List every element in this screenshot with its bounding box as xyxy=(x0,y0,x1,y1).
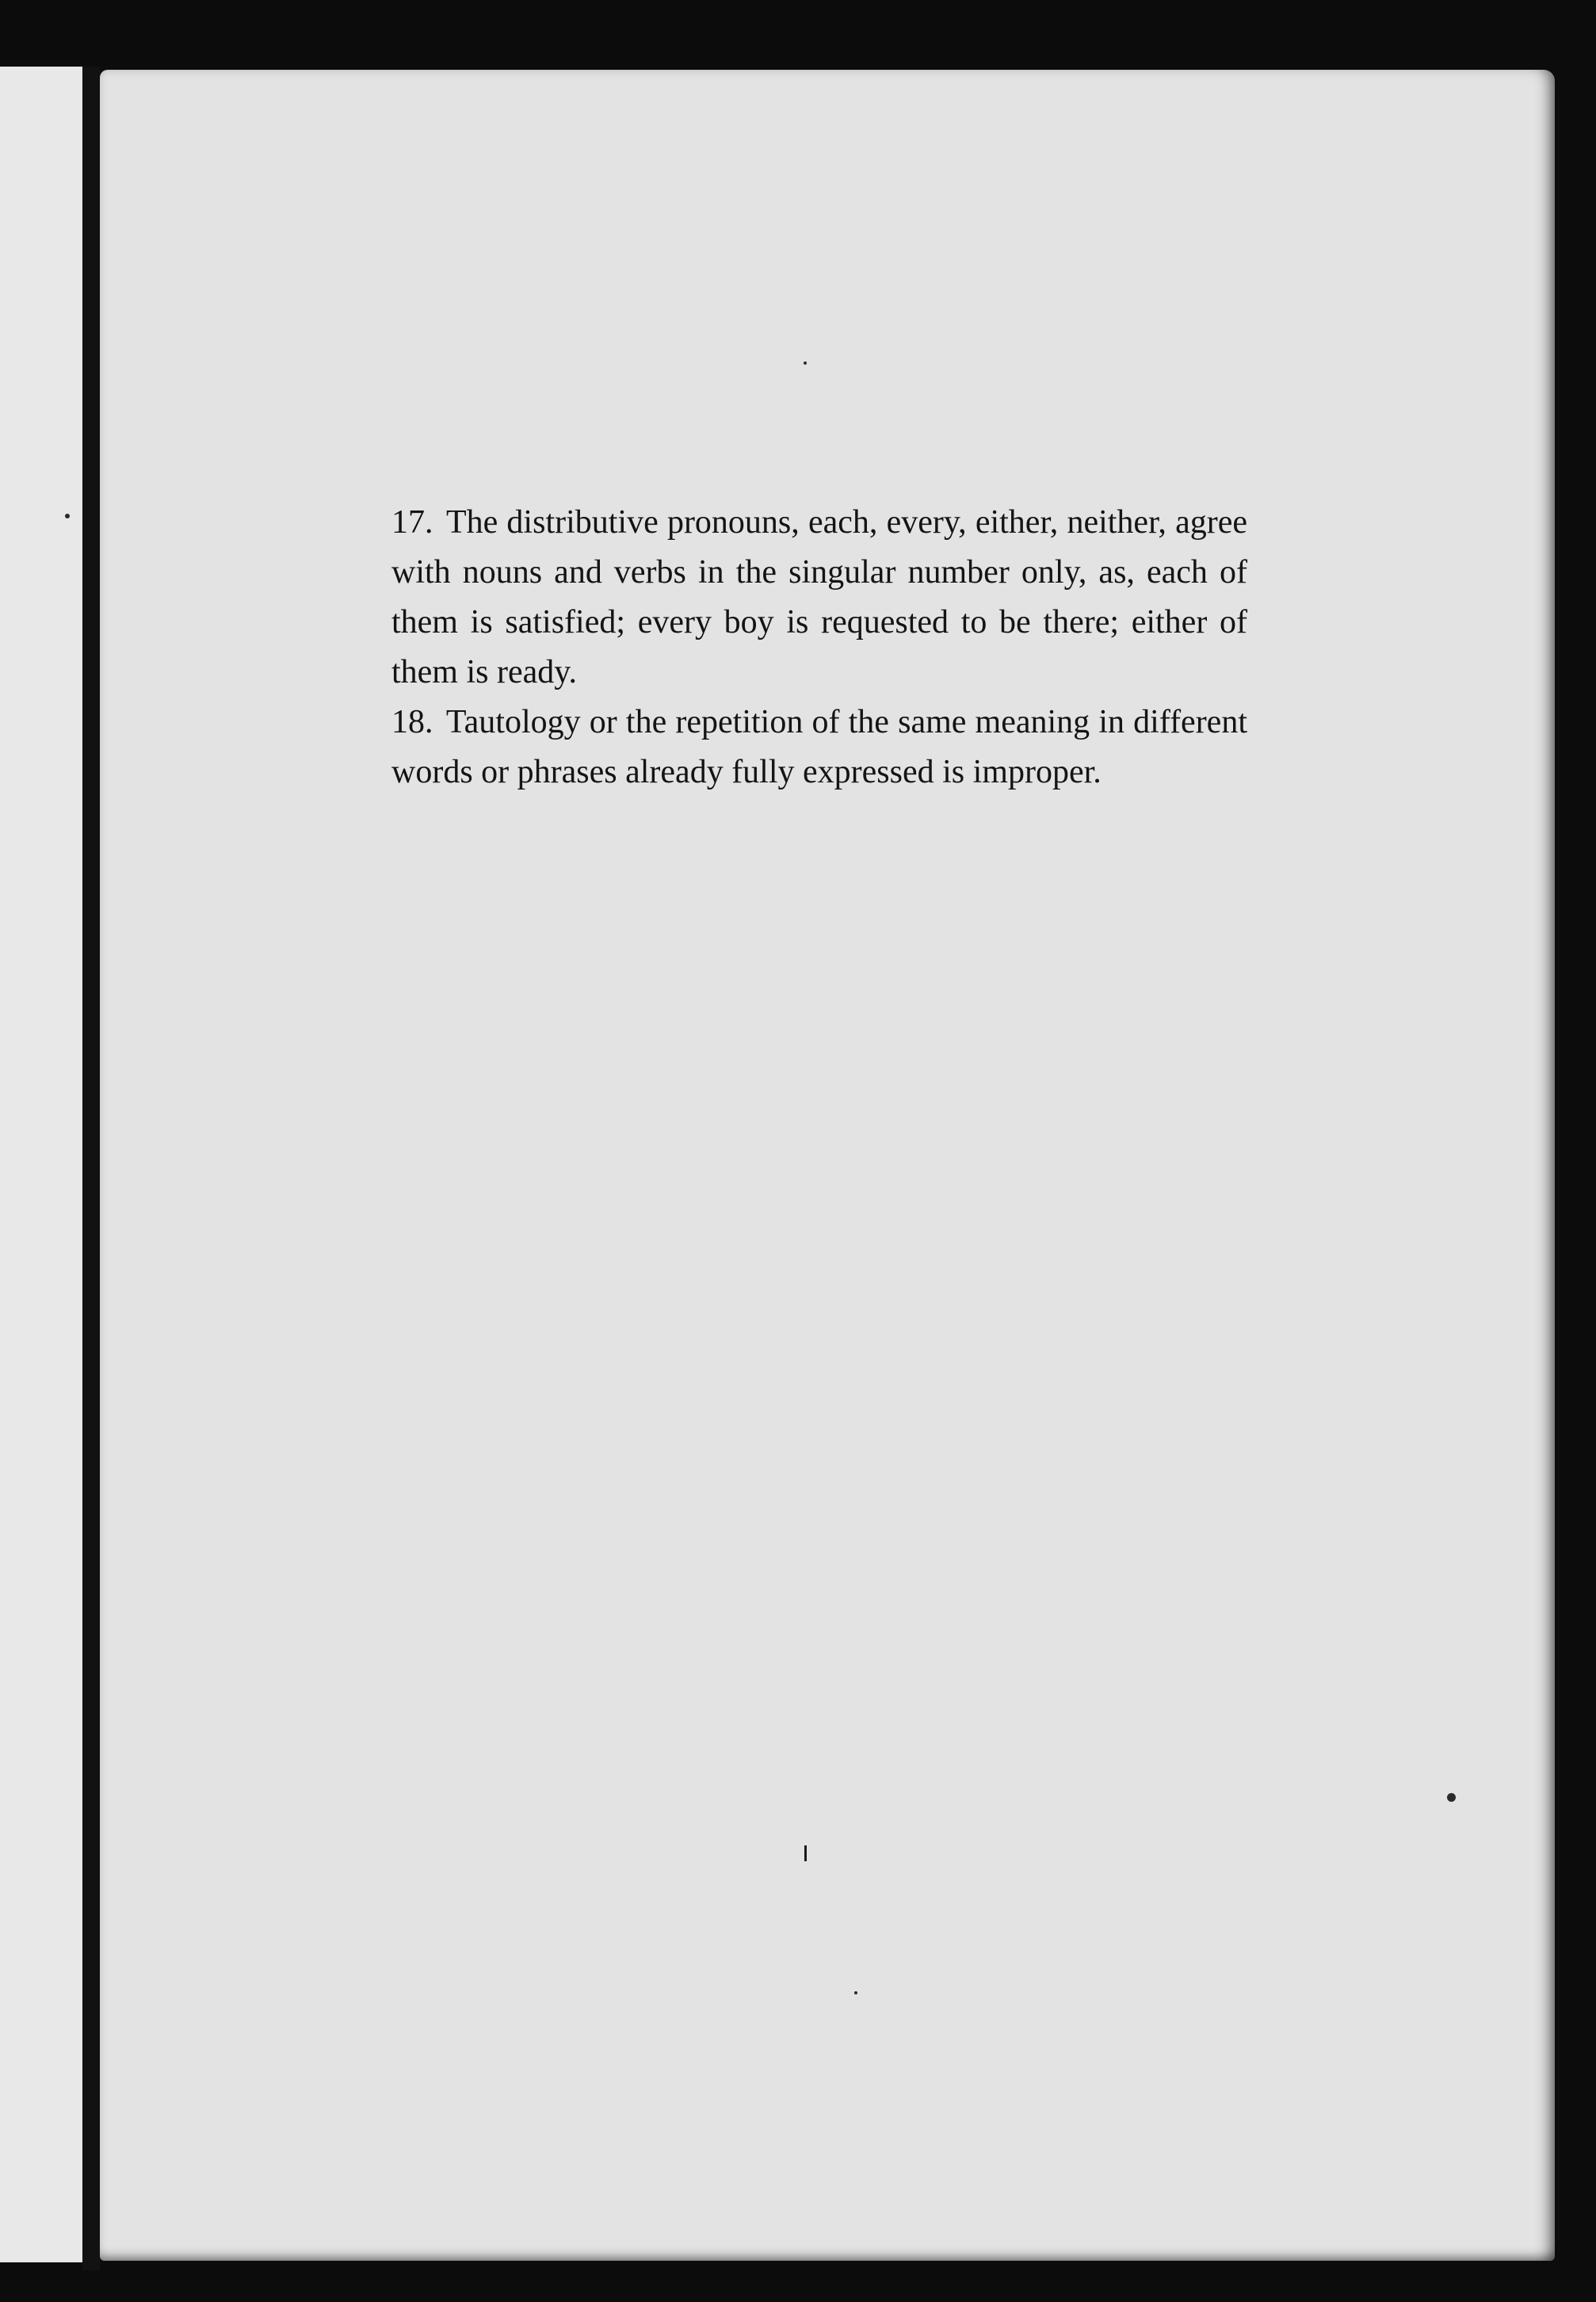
left-page-edge xyxy=(0,67,82,2262)
scan-speck xyxy=(854,1991,857,1994)
scan-speck xyxy=(804,361,807,365)
paragraph-text: The distributive pronouns, each, every, either, neither, agree with nouns and verbs in the singular number only, as, each of them is satisfied; every boy is requested to be there; either of them is ready. xyxy=(391,504,1247,690)
paragraph-number: 18. xyxy=(391,704,433,740)
scanned-page xyxy=(100,70,1555,2261)
scan-mark xyxy=(804,1845,807,1861)
paragraph-number: 17. xyxy=(391,504,433,541)
paragraph-17 xyxy=(391,498,1247,698)
book-spine xyxy=(82,67,100,2270)
scan-speck xyxy=(1447,1793,1456,1802)
paragraph-18 xyxy=(391,698,1247,797)
paragraph-text: Tautology or the repetition of the same meaning in different words or phrases already fully expressed is improper. xyxy=(391,704,1247,790)
page-text xyxy=(391,498,1247,797)
scan-speck xyxy=(65,514,70,518)
